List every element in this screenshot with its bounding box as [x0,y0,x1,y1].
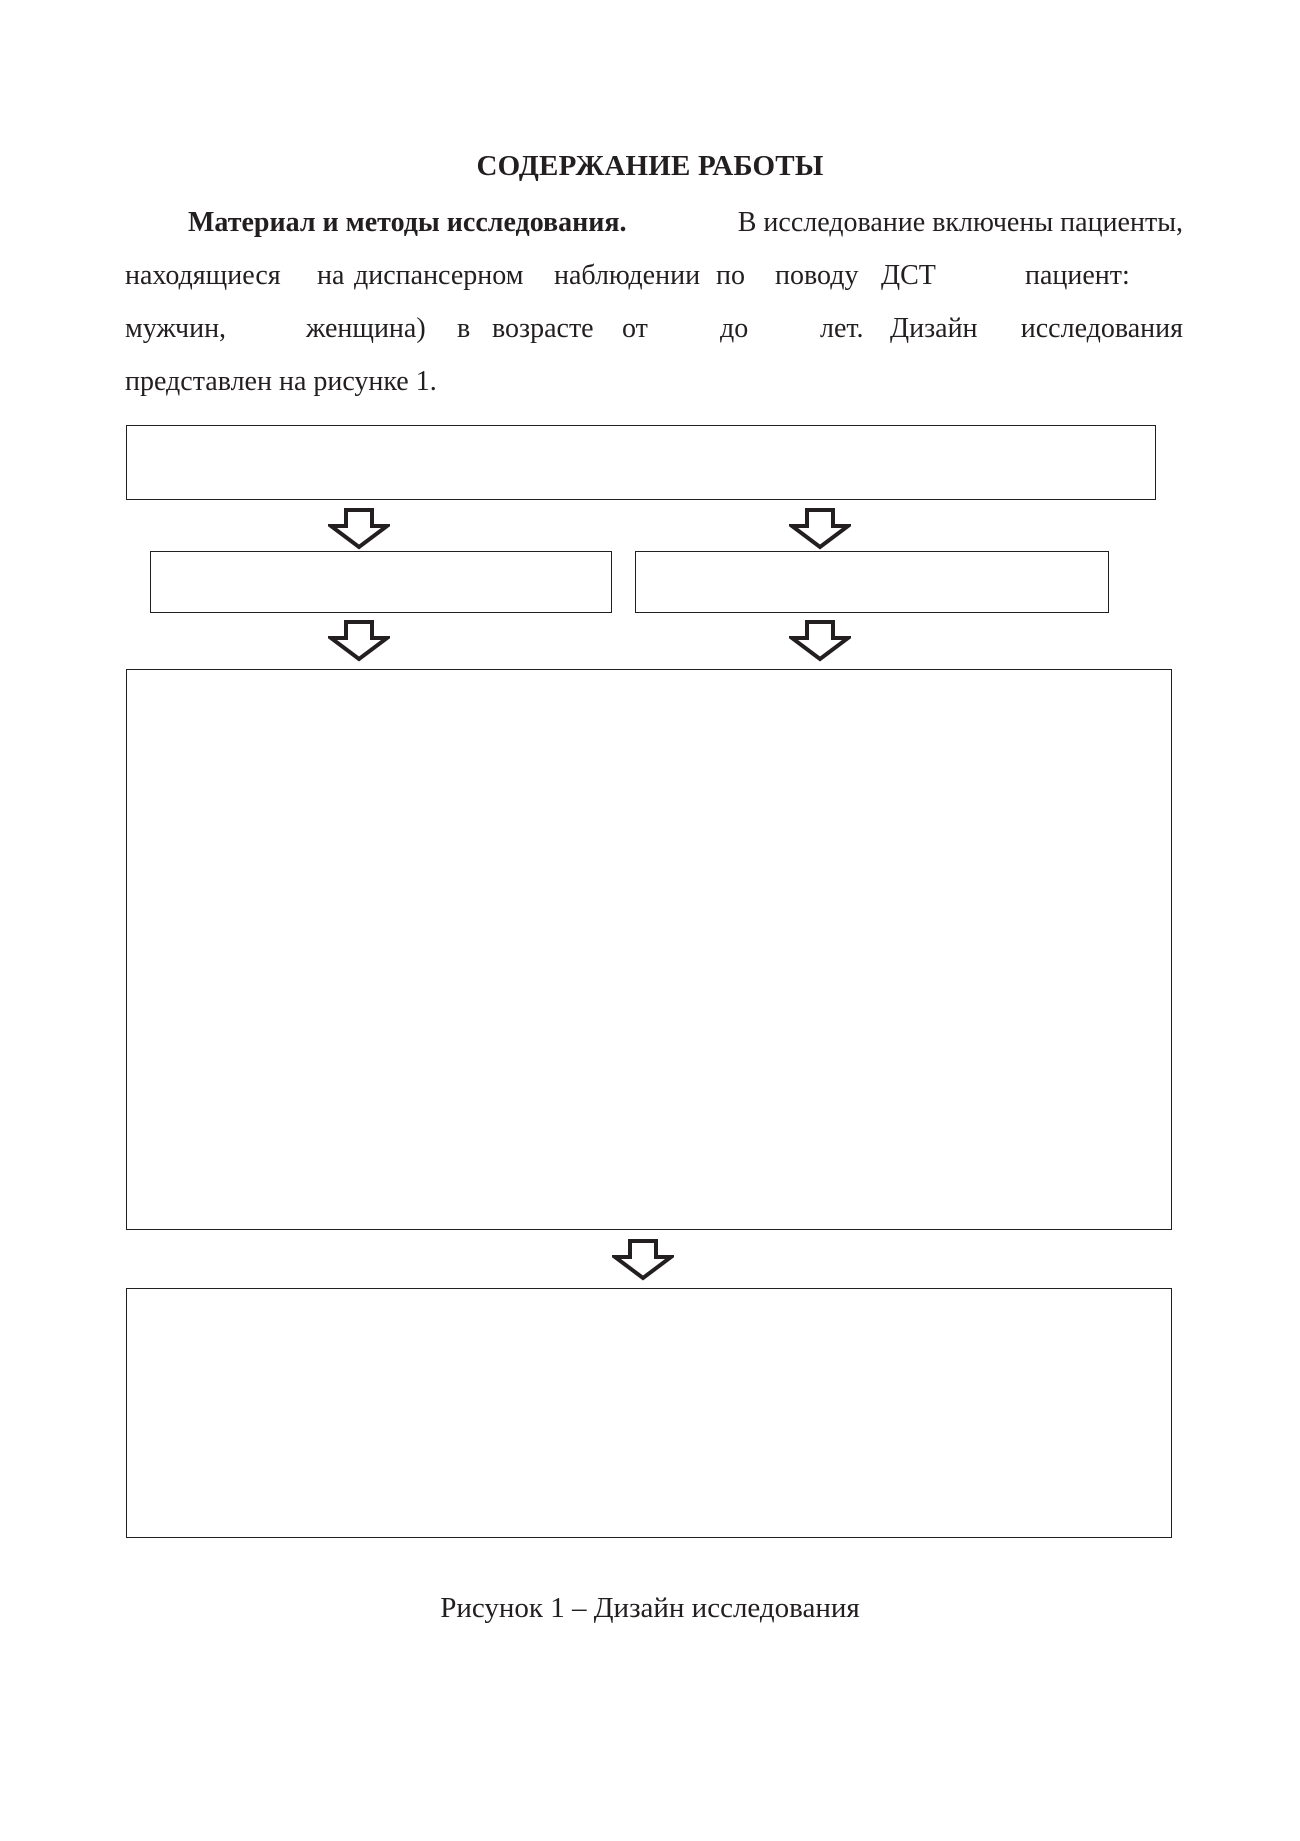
paragraph-word: поводу [775,260,859,291]
paragraph-word: возрасте [492,313,594,344]
figure-caption: Рисунок 1 – Дизайн исследования [440,1592,860,1624]
flowchart-right-group-box [635,551,1109,613]
paragraph-word: от [622,313,648,344]
down-arrow-icon [612,1239,674,1281]
paragraph-word: ДСТ [881,260,936,291]
down-arrow-icon [328,620,390,662]
paragraph-word: лет. [820,313,864,344]
paragraph-word: диспансерном [354,260,524,291]
paragraph-text: представлен на рисунке 1. [125,366,437,397]
paragraph-word: пациент: [1025,260,1130,291]
paragraph-word: находящиеся [125,260,281,291]
flowchart-middle-box [126,669,1172,1230]
down-arrow-icon [789,508,851,550]
paragraph-line-2 [125,260,1183,296]
paragraph-line-3 [125,313,1183,349]
flowchart-bottom-box [126,1288,1172,1538]
paragraph-word: по [716,260,745,291]
paragraph-line-1 [125,207,1183,243]
paragraph-word: наблюдении [554,260,701,291]
down-arrow-icon [328,508,390,550]
down-arrow-icon [789,620,851,662]
paragraph-word: в [457,313,471,344]
paragraph-word: Дизайн [890,313,978,344]
paragraph-word: на [317,260,345,291]
flowchart-top-box [126,425,1156,500]
paragraph-word: исследования [1020,313,1183,344]
page-title: СОДЕРЖАНИЕ РАБОТЫ [476,150,824,182]
paragraph-text: В исследование включены пациенты, [737,207,1183,238]
paragraph-word: женщина) [306,313,426,344]
paragraph-line-4 [125,366,1183,402]
flowchart-left-group-box [150,551,612,613]
section-lead-bold: Материал и методы исследования. [188,207,627,238]
paragraph-word: до [720,313,749,344]
paragraph-word: мужчин, [125,313,227,344]
